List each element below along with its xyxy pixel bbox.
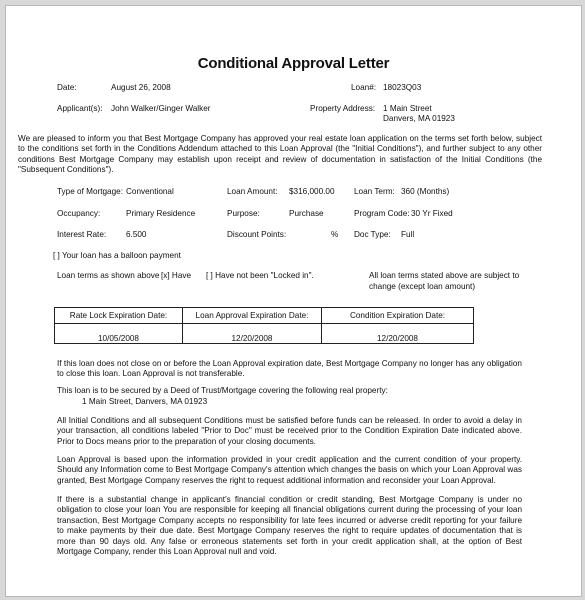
- locked-have-not-checkbox: [ ] Have not been "Locked in".: [206, 271, 314, 280]
- expiration-dates-table: [54, 307, 474, 344]
- conditions-paragraph: All Initial Conditions and all subsequent Conditions must be satisfied before funds can be released. In order to avoid a delay in your transaction, all conditions labeled "Prior to Doc" must be received prior to the Condition Expiration Date indicated above. Prior to Docs means prior to the preparation of your closing documents.: [57, 416, 522, 446]
- table-row: [55, 324, 474, 344]
- rate-lock-header: Rate Lock Expiration Date:: [55, 308, 183, 324]
- loan-approval-header: Loan Approval Expiration Date:: [183, 308, 322, 324]
- occupancy-label: Occupancy:: [57, 209, 101, 218]
- loan-approval-date: 12/20/2008: [183, 324, 322, 344]
- property-address-line1: 1 Main Street: [383, 104, 432, 113]
- page-title: Conditional Approval Letter: [197, 55, 390, 72]
- condition-expiration-header: Condition Expiration Date:: [322, 308, 474, 324]
- interest-rate-value: 6.500: [126, 230, 147, 239]
- letter-page: [5, 5, 582, 597]
- purpose-label: Purpose:: [227, 209, 260, 218]
- occupancy-value: Primary Residence: [126, 209, 196, 218]
- property-address-line2: Danvers, MA 01923: [383, 114, 455, 123]
- loan-amount-label: Loan Amount:: [227, 187, 278, 196]
- intro-paragraph: We are pleased to inform you that Best Mortgage Company has approved your real estate loan application on the terms set forth below, subject to the conditions set forth in the Conditions Addendum attached to this Loan Approval (the "Initial Conditions"), and further subject to any other conditions Best Mortgage Company may establish upon receipt and review of documentation in satisfaction of the Initial Conditions (the "Subsequent Conditions").: [18, 134, 542, 175]
- financial-change-paragraph: If there is a substantial change in applicant's financial condition or credit standing, Best Mortgage Company is under no obligation to close your loan You are responsible for keeping all financial obligations current during the processing of your loan transaction, Best Mortgage Company accepts no responsibility for late fees incurred or adverse credit reporting for your failure to make payments by their due date. Best Mortgage Company reserves the right to require updates of documentation that is more than 90 days old. Any false or erroneous statements set forth in your credit application shall, at the option of Best Mortgage Company, render this Loan Approval null and void.: [57, 495, 522, 557]
- date-label: Date:: [57, 83, 77, 92]
- discount-points-value: %: [331, 230, 339, 239]
- loan-term-value: 360 (Months): [401, 187, 450, 196]
- table-header-row: [55, 308, 474, 324]
- program-code-value: 30 Yr Fixed: [411, 209, 453, 218]
- loan-amount-value: $316,000.00: [289, 187, 335, 196]
- locked-have-checkbox: [x] Have: [161, 271, 192, 280]
- mortgage-type-label: Type of Mortgage:: [57, 187, 123, 196]
- loan-terms-shown: Loan terms as shown above: [57, 271, 160, 280]
- balloon-payment-checkbox: [ ] Your loan has a balloon payment: [53, 251, 181, 260]
- program-code-label: Program Code:: [354, 209, 410, 218]
- closing-paragraph: If this loan does not close on or before the Loan Approval expiration date, Best Mortgage Company no longer has any obligation to close this loan. Loan Approval is not transferable.: [57, 359, 522, 379]
- date-value: August 26, 2008: [111, 83, 171, 92]
- doc-type-label: Doc Type:: [354, 230, 391, 239]
- rate-lock-date: 10/05/2008: [55, 324, 183, 344]
- interest-rate-label: Interest Rate:: [57, 230, 107, 239]
- secured-property-address: 1 Main Street, Danvers, MA 01923: [82, 397, 208, 406]
- loan-approval-basis-paragraph: Loan Approval is based upon the information provided in your credit application and the current condition of your property. Should any Information come to Best Mortgage Company's attention which changes the basis on which your Loan Approval was granted, Best Mortgage Company reserves the right to request additional information and reconsider your Loan Approval.: [57, 455, 522, 485]
- condition-expiration-date: 12/20/2008: [322, 324, 474, 344]
- subject-to-change-note-line1: All loan terms stated above are subject to: [369, 271, 520, 280]
- doc-type-value: Full: [401, 230, 415, 239]
- purpose-value: Purchase: [289, 209, 324, 218]
- discount-points-label: Discount Points:: [227, 230, 287, 239]
- loan-number-value: 18023Q03: [383, 83, 422, 92]
- applicant-label: Applicant(s):: [57, 104, 103, 113]
- loan-number-label: Loan#:: [351, 83, 377, 92]
- secured-by-paragraph: This loan is to be secured by a Deed of Trust/Mortgage covering the following real property:: [57, 386, 388, 395]
- applicant-value: John Walker/Ginger Walker: [111, 104, 211, 113]
- property-address-label: Property Address:: [310, 104, 376, 113]
- subject-to-change-note-line2: change (except loan amount): [369, 282, 476, 291]
- mortgage-type-value: Conventional: [126, 187, 174, 196]
- loan-term-label: Loan Term:: [354, 187, 395, 196]
